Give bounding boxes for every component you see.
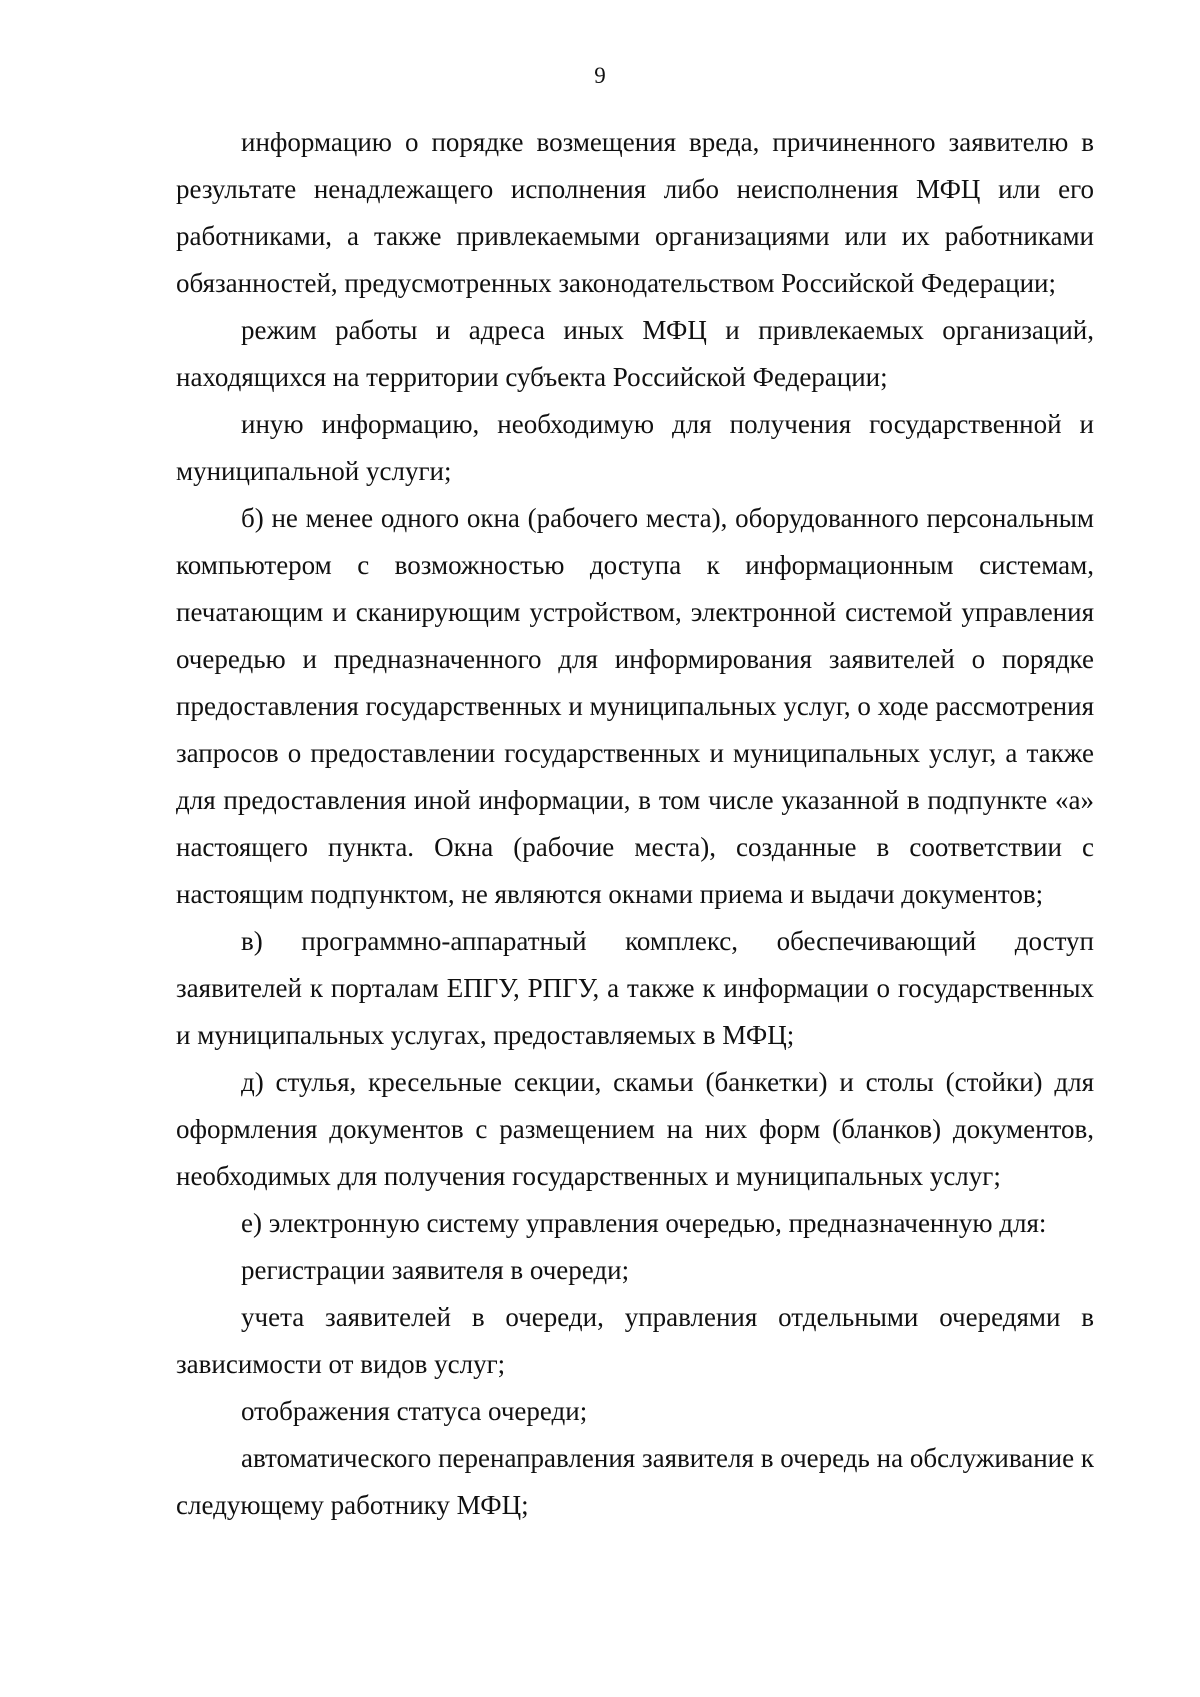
paragraph-harm-compensation-info: информацию о порядке возмещения вреда, причиненного заявителю в результате ненадлежащего исполнения либо неисполнения МФЦ или его работниками, а также привлекаемыми организациями или их работниками обязанностей, предусмотренных законодательством Российской Федерации; <box>176 127 1094 298</box>
page-number: 9 <box>594 63 606 88</box>
paragraph-queue-accounting: учета заявителей в очереди, управления отдельными очередями в зависимости от видов услуг; <box>176 1302 1094 1379</box>
paragraph-item-d-furniture: д) стулья, кресельные секции, скамьи (банкетки) и столы (стойки) для оформления документов с размещением на них форм (бланков) документов, необходимых для получения государственных и муниципальных услуг; <box>176 1067 1094 1191</box>
document-body <box>176 119 1094 1529</box>
paragraph-item-b-workstation: б) не менее одного окна (рабочего места), оборудованного персональным компьютером с возможностью доступа к информационным системам, печатающим и сканирующим устройством, электронной системой управления очередью и предназначенного для информирования заявителей о порядке предоставления государственных и муниципальных услуг, о ходе рассмотрения запросов о предоставлении государственных и муниципальных услуг, а также для предоставления иной информации, в том числе указанной в подпункте «а» настоящего пункта. Окна (рабочие места), созданные в соответствии с настоящим подпунктом, не являются окнами приема и выдачи документов; <box>176 503 1094 909</box>
paragraph-item-v-hardware-complex: в) программно-аппаратный комплекс, обеспечивающий доступ заявителей к порталам ЕПГУ, РПГУ, а также к информации о государственных и муниципальных услугах, предоставляемых в МФЦ; <box>176 926 1094 1050</box>
paragraph-item-e-queue-system: е) электронную систему управления очередью, предназначенную для: <box>241 1208 1047 1238</box>
paragraph-queue-status-display: отображения статуса очереди; <box>241 1396 588 1426</box>
paragraph-other-information: иную информацию, необходимую для получения государственной и муниципальной услуги; <box>176 409 1094 486</box>
paragraph-queue-registration: регистрации заявителя в очереди; <box>241 1255 630 1285</box>
paragraph-queue-redirection: автоматического перенаправления заявителя в очередь на обслуживание к следующему работнику МФЦ; <box>176 1443 1094 1520</box>
paragraph-working-hours-addresses: режим работы и адреса иных МФЦ и привлекаемых организаций, находящихся на территории субъекта Российской Федерации; <box>176 315 1094 392</box>
